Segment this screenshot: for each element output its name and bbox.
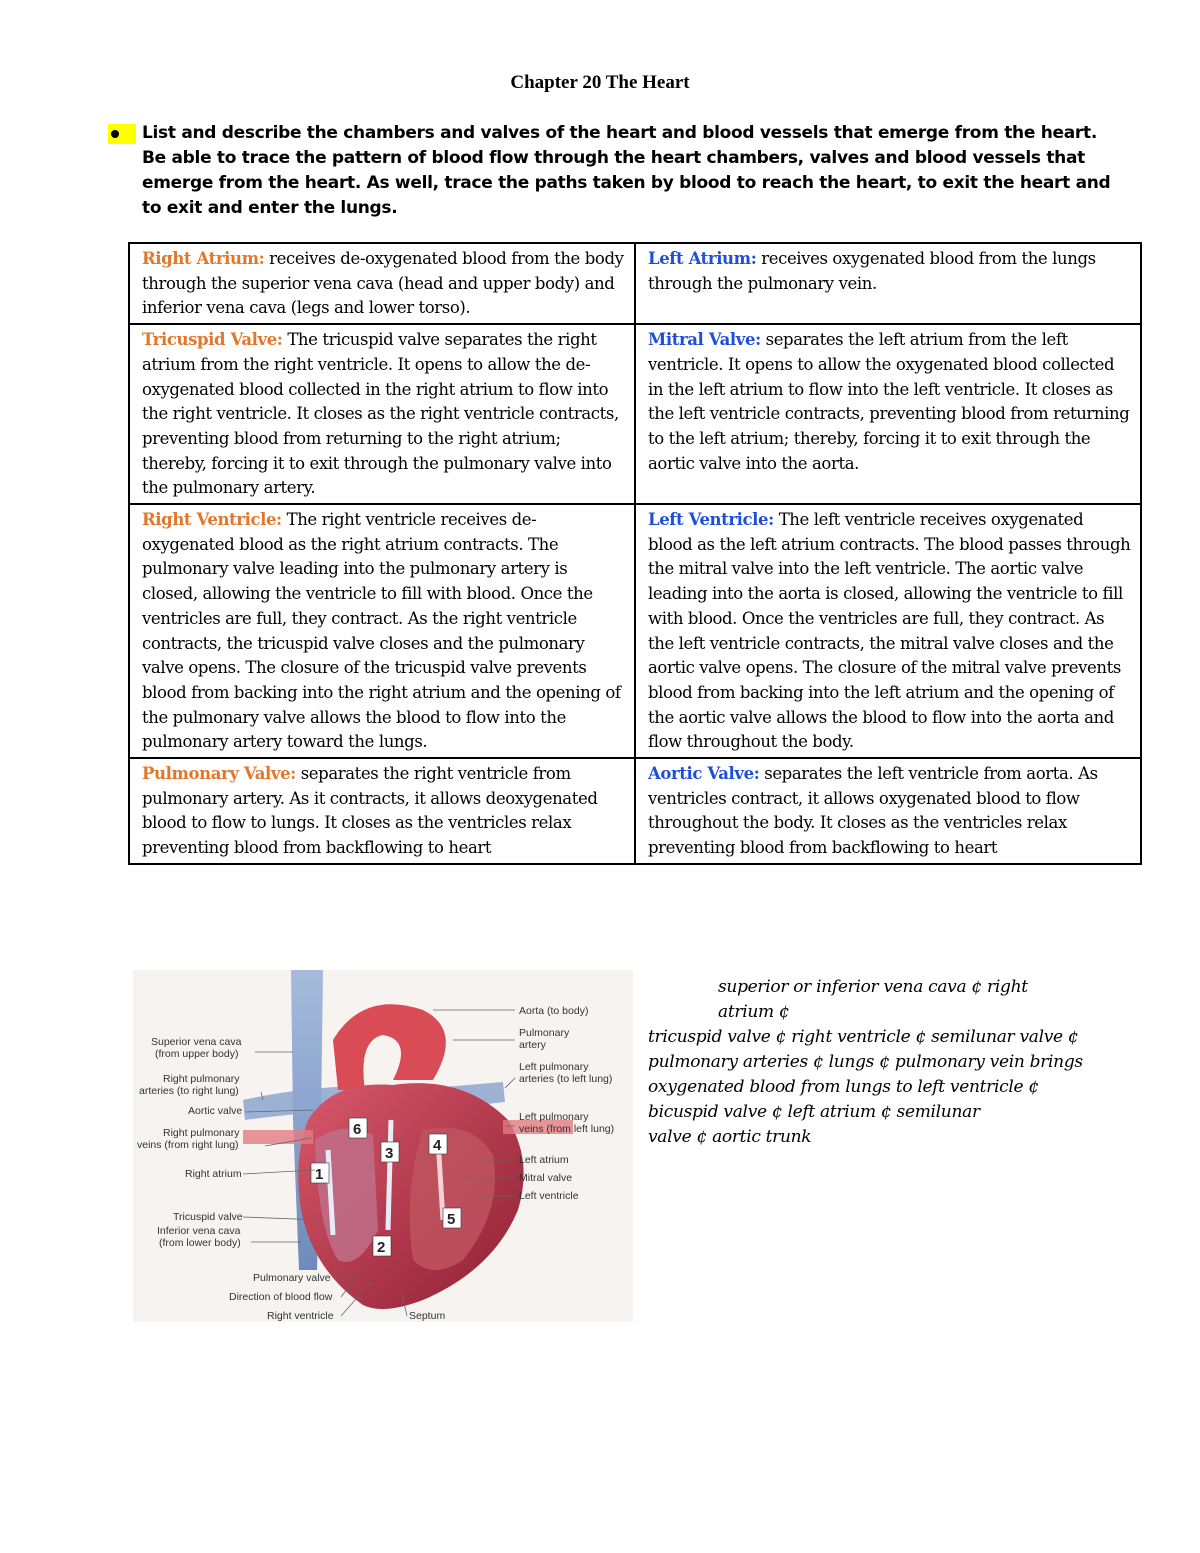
pulmonary-vein-right-shape xyxy=(243,1130,313,1144)
table-row xyxy=(129,243,1141,324)
label-right-ventricle: Right ventricle xyxy=(267,1310,334,1322)
label-left-pulmonary-veins-sub: veins (from left lung) xyxy=(519,1123,615,1135)
page-title: Chapter 20 The Heart xyxy=(510,72,690,93)
term-label: Pulmonary Valve: xyxy=(142,764,296,784)
blood-flow-path-notes xyxy=(648,975,1128,1150)
term-description: separates the right ventricle from pulmonary artery. As it contracts, it allows deoxygenated blood to flow to lungs. It closes as the ventricles relax preventing blood from backflowing to heart xyxy=(142,764,598,858)
term-description: separates the left ventricle from aorta. As ventricles contract, it allows oxygenated blood to flow throughout the body. It closes as the ventricles relax preventing blood from backflowing to heart xyxy=(648,764,1098,858)
table-cell-pulmonary-valve xyxy=(129,758,635,864)
table-row xyxy=(129,324,1141,504)
diagram-number: 4 xyxy=(433,1137,442,1154)
label-inferior-vena-cava: Inferior vena cava xyxy=(157,1225,241,1237)
objective-bullet xyxy=(108,121,1118,221)
bullet-icon xyxy=(108,124,136,144)
term-label: Mitral Valve: xyxy=(648,330,761,350)
term-label: Right Atrium: xyxy=(142,249,265,268)
diagram-number: 3 xyxy=(385,1145,394,1162)
table-cell-left-ventricle xyxy=(635,504,1141,758)
diagram-number: 1 xyxy=(315,1166,324,1183)
objective-text: List and describe the chambers and valves of the heart and blood vessels that emerge from the heart. Be able to trace the pattern of blood flow through the heart chambers, valves and blood vessels that emerge from the heart. As well, trace the paths taken by blood to reach the heart, to exit the heart and to exit and enter the lungs. xyxy=(142,123,1111,218)
heart-illustration xyxy=(133,970,633,1322)
term-description: The left ventricle receives oxygenated blood as the left atrium contracts. The blood passes through the mitral valve into the left ventricle. The aortic valve leading into the aorta is closed, allowing the ventricle to fill with blood. Once the ventricles are full, they contract. As the left ventricle contracts, the mitral valve closes and the aortic valve opens. The closure of the mitral valve prevents blood from backing into the left atrium and the opening of the aortic valve allows the blood to flow into the aorta and flow throughout the body. xyxy=(648,510,1131,752)
term-description: separates the left atrium from the left ventricle. It opens to allow the oxygenated blood collected in the left atrium to flow into the left ventricle. It closes as the left ventricle contracts, preventing blood from returning to the left atrium; thereby, forcing it to exit through the aortic valve into the aorta. xyxy=(648,330,1130,473)
flow-line: oxygenated blood from lungs to left ventricle ¢ xyxy=(648,1077,1039,1097)
label-left-pulmonary-arteries-sub: arteries (to left lung) xyxy=(519,1073,613,1085)
flow-line: superior or inferior vena cava ¢ right xyxy=(718,977,1028,997)
table-cell-mitral-valve xyxy=(635,324,1141,504)
flow-arrow-icon xyxy=(388,1120,391,1230)
table-row xyxy=(129,758,1141,864)
label-tricuspid-valve: Tricuspid valve xyxy=(173,1211,243,1223)
diagram-number: 5 xyxy=(447,1211,456,1228)
label-pulmonary-artery: Pulmonary xyxy=(519,1027,570,1039)
label-left-atrium: Left atrium xyxy=(519,1154,569,1166)
label-left-ventricle: Left ventricle xyxy=(519,1190,579,1202)
label-left-pulmonary-veins: Left pulmonary xyxy=(519,1111,589,1123)
flow-line: tricuspid valve ¢ right ventricle ¢ semilunar valve ¢ xyxy=(648,1027,1079,1047)
term-description: receives de-oxygenated blood from the body through the superior vena cava (head and upper body) and inferior vena cava (legs and lower torso). xyxy=(142,249,624,318)
label-right-pulmonary-veins-sub: veins (from right lung) xyxy=(137,1139,239,1151)
flow-line: atrium ¢ xyxy=(718,1002,790,1022)
heart-diagram xyxy=(133,970,633,1322)
term-label: Tricuspid Valve: xyxy=(142,330,283,350)
diagram-number: 6 xyxy=(353,1121,362,1138)
label-superior-vena-cava: Superior vena cava xyxy=(151,1036,242,1048)
flow-line: bicuspid valve ¢ left atrium ¢ semilunar xyxy=(648,1102,980,1122)
label-aortic-valve: Aortic valve xyxy=(188,1105,243,1117)
term-description: The right ventricle receives de-oxygenated blood as the right atrium contracts. The pulmonary valve leading into the pulmonary artery is closed, allowing the ventricle to fill with blood. Once the ventricles are full, they contract. As the right ventricle contracts, the tricuspid valve closes and the pulmonary valve opens. The closure of the tricuspid valve prevents blood from backing into the right atrium and the opening of the pulmonary valve allows the blood to flow into the pulmonary artery toward the lungs. xyxy=(142,510,621,752)
term-label: Right Ventricle: xyxy=(142,510,282,530)
label-mitral-valve: Mitral valve xyxy=(519,1172,573,1184)
label-inferior-vena-cava-sub: (from lower body) xyxy=(159,1237,241,1249)
table-cell-right-ventricle xyxy=(129,504,635,758)
label-right-pulmonary-arteries: Right pulmonary xyxy=(163,1073,240,1085)
chambers-valves-table xyxy=(128,242,1142,865)
label-pulmonary-valve: Pulmonary valve xyxy=(253,1272,331,1284)
label-direction-of-blood-flow: Direction of blood flow xyxy=(229,1291,333,1303)
table-row xyxy=(129,504,1141,758)
table-cell-left-atrium xyxy=(635,243,1141,324)
diagram-number: 2 xyxy=(377,1239,386,1256)
label-septum: Septum xyxy=(409,1310,446,1322)
label-right-pulmonary-veins: Right pulmonary xyxy=(163,1127,240,1139)
label-aorta: Aorta (to body) xyxy=(519,1005,589,1017)
table-cell-right-atrium xyxy=(129,243,635,324)
term-label: Aortic Valve: xyxy=(648,764,760,784)
flow-line: pulmonary arteries ¢ lungs ¢ pulmonary vein brings xyxy=(648,1052,1083,1072)
term-description: receives oxygenated blood from the lungs through the pulmonary vein. xyxy=(648,249,1096,293)
flow-line: valve ¢ aortic trunk xyxy=(648,1127,812,1147)
label-right-pulmonary-arteries-sub: arteries (to right lung) xyxy=(139,1085,239,1097)
table-cell-tricuspid-valve xyxy=(129,324,635,504)
label-pulmonary-artery-sub: artery xyxy=(519,1039,546,1051)
label-left-pulmonary-arteries: Left pulmonary xyxy=(519,1061,589,1073)
label-right-atrium: Right atrium xyxy=(185,1168,242,1180)
term-label: Left Atrium: xyxy=(648,249,757,268)
term-description: The tricuspid valve separates the right atrium from the right ventricle. It opens to allow the de-oxygenated blood collected in the right atrium to flow into the right ventricle. It closes as the right ventricle contracts, preventing blood from returning to the right atrium; thereby, forcing it to exit through the pulmonary valve into the pulmonary artery. xyxy=(142,330,619,498)
label-superior-vena-cava-sub: (from upper body) xyxy=(155,1048,239,1060)
term-label: Left Ventricle: xyxy=(648,510,774,530)
table-cell-aortic-valve xyxy=(635,758,1141,864)
